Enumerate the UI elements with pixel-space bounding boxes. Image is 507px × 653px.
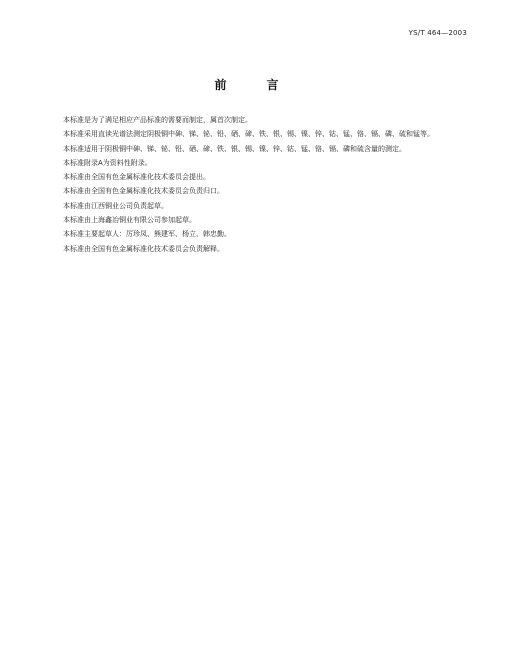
- paragraph: 本标准适用于阴极铜中砷、锑、铋、铅、硒、碲、铁、银、锡、镍、锌、钴、锰、铬、镉、磷和硫含量的测定。: [63, 144, 406, 153]
- paragraph: 本标准由全国有色金属标准化技术委员会提出。: [63, 173, 210, 182]
- paragraph: 本标准附录A为资料性附录。: [63, 158, 152, 167]
- paragraph: 本标准由上海鑫冶铜业有限公司参加起草。: [63, 216, 196, 225]
- standard-code: YS/T 464—2003: [408, 29, 467, 37]
- paragraph: 本标准采用直读光谱法测定阴极铜中砷、锑、铋、铅、硒、碲、铁、银、锡、镍、锌、钴、锰、铬、镉、磷、硫和锰等。: [63, 130, 434, 139]
- paragraph: 本标准主要起草人：厉珍凤、熊建军、杨立、韩忠勤。: [63, 230, 231, 239]
- section-title: 前 言: [214, 78, 293, 92]
- foreword-body: [42, 113, 470, 256]
- paragraph: 本标准由全国有色金属标准化技术委员会负责解释。: [63, 244, 224, 253]
- paragraph: 本标准由江西铜业公司负责起草。: [63, 201, 168, 210]
- paragraph: 本标准由全国有色金属标准化技术委员会负责归口。: [63, 187, 224, 196]
- paragraph: 本标准是为了满足相应产品标准的需要而制定，属首次制定。: [63, 116, 252, 124]
